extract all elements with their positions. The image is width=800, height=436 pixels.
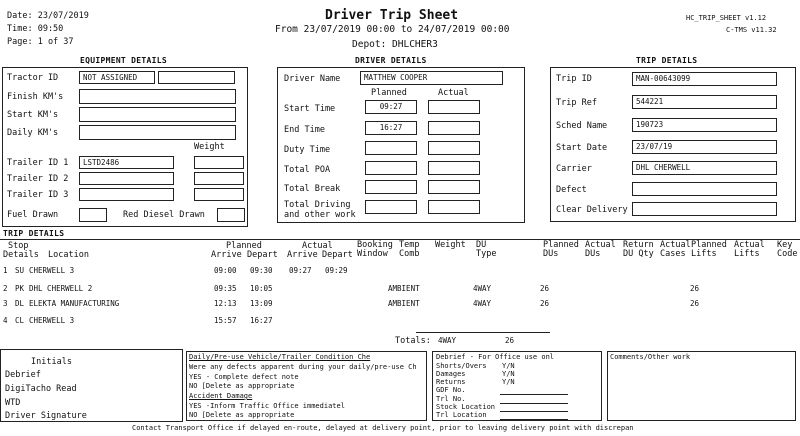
row2-planned-lifts: 26 xyxy=(690,284,700,293)
report-id: HC_TRIP_SHEET v1.12 xyxy=(686,14,767,22)
depot: Depot: DHLCHER3 xyxy=(352,39,438,50)
trailer3-weight-field[interactable] xyxy=(194,188,244,201)
condition-check-title: Daily/Pre-use Vehicle/Trailer Condition Che xyxy=(189,353,371,361)
daily-km-label: Daily KM's xyxy=(7,128,59,138)
duty-time-label: Duty Time xyxy=(284,145,331,155)
finish-km-label: Finish KM's xyxy=(7,92,64,102)
fuel-label: Fuel Drawn xyxy=(7,210,59,220)
trl-location-label: Trl Location xyxy=(436,411,487,419)
trailer3-label: Trailer ID 3 xyxy=(7,190,69,200)
trailer1-label: Trailer ID 1 xyxy=(7,158,69,168)
col-booking: Booking xyxy=(357,240,393,250)
col-arrive-actual: Arrive xyxy=(287,250,318,260)
trl-no-line xyxy=(500,403,568,404)
trailer2-field[interactable] xyxy=(79,172,174,185)
totals-label: Totals: xyxy=(395,336,431,346)
row3-du-type: 4WAY xyxy=(473,299,492,308)
daily-km-field[interactable] xyxy=(79,125,236,140)
trip-heading: TRIP DETAILS xyxy=(636,56,698,65)
clear-delivery-label: Clear Delivery xyxy=(556,205,628,215)
red-diesel-field[interactable] xyxy=(217,208,245,222)
col-key: Key xyxy=(777,240,793,250)
row3-planned-dus: 26 xyxy=(540,299,550,308)
row2-temp: AMBIENT xyxy=(388,284,420,293)
returns-value[interactable]: Y/N xyxy=(502,378,515,386)
trip-ref-field[interactable]: 544221 xyxy=(632,95,777,109)
trailer1-weight-field[interactable] xyxy=(194,156,244,169)
condition-yes[interactable]: YES - Complete defect note xyxy=(189,373,299,381)
date-range: From 23/07/2019 00:00 to 24/07/2019 00:00 xyxy=(275,24,510,35)
driver-signature-label[interactable]: Driver Signature xyxy=(5,411,87,421)
break-label: Total Break xyxy=(284,184,341,194)
sched-name-field[interactable]: 190723 xyxy=(632,118,777,132)
break-actual[interactable] xyxy=(428,180,480,194)
trailer3-field[interactable] xyxy=(79,188,174,201)
damages-value[interactable]: Y/N xyxy=(502,370,515,378)
row3-planned-lifts: 26 xyxy=(690,299,700,308)
row1-arrive-actual: 09:27 xyxy=(289,266,312,275)
row4-depart-planned: 16:27 xyxy=(250,316,273,325)
driving-actual[interactable] xyxy=(428,200,480,214)
system-version: C-TMS v11.32 xyxy=(726,26,777,34)
shorts-overs-label: Shorts/Overs xyxy=(436,362,487,370)
fuel-field[interactable] xyxy=(79,208,107,222)
trip-id-label: Trip ID xyxy=(556,74,592,84)
stock-location-line xyxy=(500,411,568,412)
col-actual-cases: Actual xyxy=(660,240,691,250)
page-title: Driver Trip Sheet xyxy=(325,8,459,23)
end-time-actual[interactable] xyxy=(428,121,480,135)
poa-planned[interactable] xyxy=(365,161,417,175)
start-date-label: Start Date xyxy=(556,143,608,153)
col-cases: Cases xyxy=(660,249,686,259)
finish-km-field[interactable] xyxy=(79,89,236,104)
row2-depart-planned: 10:05 xyxy=(250,284,273,293)
defect-field[interactable] xyxy=(632,182,777,196)
trip-id-field[interactable]: MAN-00643099 xyxy=(632,72,777,86)
condition-no[interactable]: NO [Delete as appropriate xyxy=(189,382,295,390)
row2-type: PK xyxy=(15,284,25,293)
totals-line xyxy=(416,332,550,333)
start-km-label: Start KM's xyxy=(7,110,59,120)
col-planned-lifts: Planned xyxy=(691,240,727,250)
accident-no[interactable]: NO [Delete as appropriate xyxy=(189,411,295,419)
red-diesel-label: Red Diesel Drawn xyxy=(123,210,205,220)
initials-heading: Initials xyxy=(31,357,72,367)
col-stop: Stop xyxy=(8,241,29,251)
col-return: Return xyxy=(623,240,654,250)
end-time-planned[interactable]: 16:27 xyxy=(365,121,417,135)
col-depart-planned: Depart xyxy=(247,250,278,260)
tractor-label: Tractor ID xyxy=(7,73,59,83)
damages-label: Damages xyxy=(436,370,466,378)
returns-label: Returns xyxy=(436,378,466,386)
totals-type: 4WAY xyxy=(438,336,457,345)
stops-heading: TRIP DETAILS xyxy=(3,229,65,238)
row2-arrive-planned: 09:35 xyxy=(214,284,237,293)
row3-type: DL xyxy=(15,299,25,308)
col-depart-actual: Depart xyxy=(322,250,353,260)
col-details: Details xyxy=(3,250,39,260)
driver-heading: DRIVER DETAILS xyxy=(355,56,427,65)
trip-ref-label: Trip Ref xyxy=(556,98,597,108)
col-window: Window xyxy=(357,249,388,259)
start-km-field[interactable] xyxy=(79,107,236,122)
start-date-field[interactable]: 23/07/19 xyxy=(632,140,777,154)
col-code: Code xyxy=(777,249,798,259)
col-location: Location xyxy=(48,250,89,260)
row4-location: CHERWELL 3 xyxy=(29,316,75,325)
start-time-label: Start Time xyxy=(284,104,336,114)
col-actual-dus: Actual xyxy=(585,240,616,250)
gdf-line xyxy=(500,394,568,395)
row4-arrive-planned: 15:57 xyxy=(214,316,237,325)
debrief-label[interactable]: Debrief xyxy=(5,370,41,380)
col-type: Type xyxy=(476,249,497,259)
row4-type: CL xyxy=(15,316,25,325)
trl-location-line xyxy=(500,419,568,420)
col-planned: Planned xyxy=(226,241,262,251)
row2-planned-dus: 26 xyxy=(540,284,550,293)
report-date: Date: 23/07/2019 xyxy=(7,11,89,21)
carrier-field[interactable]: DHL CHERWELL xyxy=(632,161,777,175)
col-lifts: Lifts xyxy=(691,249,717,259)
col-du: DU xyxy=(476,240,487,250)
trailer1-field[interactable]: LSTD2486 xyxy=(79,156,174,169)
driving-planned[interactable] xyxy=(365,200,417,214)
clear-delivery-field[interactable] xyxy=(632,202,777,216)
stock-location-label: Stock Location xyxy=(436,403,496,411)
col-lifts-2: Lifts xyxy=(734,249,760,259)
duty-time-planned[interactable] xyxy=(365,141,417,155)
col-arrive-planned: Arrive xyxy=(211,250,242,260)
row1-depart-actual: 09:29 xyxy=(325,266,348,275)
planned-header: Planned xyxy=(371,88,407,98)
row1-arrive-planned: 09:00 xyxy=(214,266,237,275)
col-weight: Weight xyxy=(435,240,466,250)
poa-actual[interactable] xyxy=(428,161,480,175)
row3-depart-planned: 13:09 xyxy=(250,299,273,308)
col-actual-lifts: Actual xyxy=(734,240,765,250)
accident-title: Accident Damage xyxy=(189,392,253,400)
driver-name-field[interactable]: MATTHEW COOPER xyxy=(360,71,503,85)
trailer2-label: Trailer ID 2 xyxy=(7,174,69,184)
carrier-label: Carrier xyxy=(556,164,592,174)
report-time: Time: 09:50 xyxy=(7,24,64,34)
start-time-actual[interactable] xyxy=(428,100,480,114)
totals-value: 26 xyxy=(505,336,515,345)
driver-name-label: Driver Name xyxy=(284,74,341,84)
row1-depart-planned: 09:30 xyxy=(250,266,273,275)
start-time-planned[interactable]: 09:27 xyxy=(365,100,417,114)
col-temp: Temp xyxy=(399,240,420,250)
digitacho-label[interactable]: DigiTacho Read xyxy=(5,384,77,394)
row1-type: SU xyxy=(15,266,25,275)
tractor-extra-field[interactable] xyxy=(158,71,235,84)
poa-label: Total POA xyxy=(284,165,331,175)
condition-check-question: Were any defects apparent during your daily/pre-use Ch xyxy=(189,363,417,371)
col-dus-2: DUs xyxy=(585,249,601,259)
page-number: Page: 1 of 37 xyxy=(7,37,74,47)
row1-num: 1 xyxy=(3,266,8,275)
gdf-label: GDF No. xyxy=(436,386,466,394)
defect-label: Defect xyxy=(556,185,587,195)
trl-no-label: Trl No. xyxy=(436,395,466,403)
sched-name-label: Sched Name xyxy=(556,121,608,131)
row2-num: 2 xyxy=(3,284,8,293)
trailer2-weight-field[interactable] xyxy=(194,172,244,185)
col-planned-dus: Planned xyxy=(543,240,579,250)
driving-label-2: and other work xyxy=(284,210,356,220)
end-time-label: End Time xyxy=(284,125,325,135)
col-du-qty: DU Qty xyxy=(623,249,654,259)
row3-temp: AMBIENT xyxy=(388,299,420,308)
accident-yes[interactable]: YES -Inform Traffic Office immediatel xyxy=(189,402,345,410)
row3-location: ELEKTA MANUFACTURING xyxy=(29,299,120,308)
tractor-id-field[interactable]: NOT ASSIGNED xyxy=(79,71,155,84)
contact-note: Contact Transport Office if delayed en-route, delayed at delivery point, prior to leaving delivery point with discrepan xyxy=(132,424,634,432)
row2-du-type: 4WAY xyxy=(473,284,492,293)
row2-location: DHL CHERWELL 2 xyxy=(29,284,93,293)
office-use-title: Debrief - For Office use onl xyxy=(436,353,555,361)
equipment-heading: EQUIPMENT DETAILS xyxy=(80,56,167,65)
row3-arrive-planned: 12:13 xyxy=(214,299,237,308)
duty-time-actual[interactable] xyxy=(428,141,480,155)
wtd-label[interactable]: WTD xyxy=(5,398,21,408)
break-planned[interactable] xyxy=(365,180,417,194)
actual-header: Actual xyxy=(438,88,469,98)
weight-label: Weight xyxy=(194,142,225,152)
col-actual: Actual xyxy=(302,241,333,251)
col-dus: DUs xyxy=(543,249,559,259)
row3-num: 3 xyxy=(3,299,8,308)
col-comb: Comb xyxy=(399,249,420,259)
shorts-overs-value[interactable]: Y/N xyxy=(502,362,515,370)
row4-num: 4 xyxy=(3,316,8,325)
comments-label: Comments/Other work xyxy=(610,353,691,361)
row1-location: CHERWELL 3 xyxy=(29,266,75,275)
driving-label-1: Total Driving xyxy=(284,200,351,210)
